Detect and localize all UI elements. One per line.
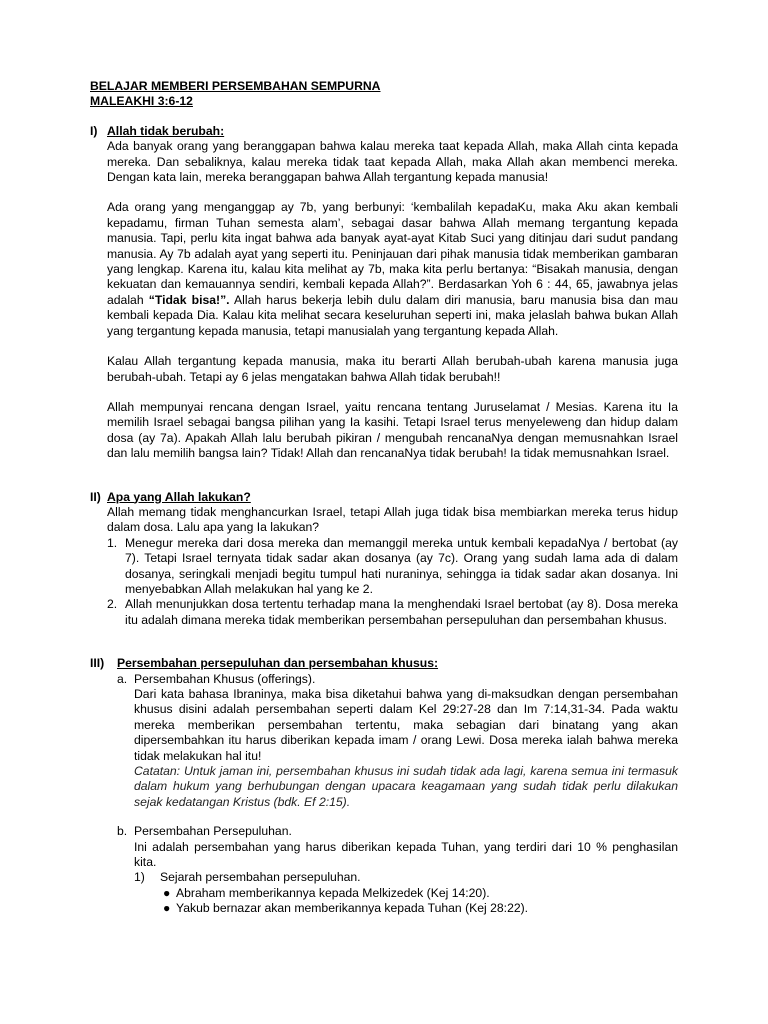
section-heading-3 [90,656,678,671]
section-title: Persembahan persepuluhan dan persembahan khusus: [117,656,439,671]
document-page [90,79,678,917]
emphasis-text: “Tidak bisa!”. [148,292,230,307]
list-item [107,536,678,598]
list-item-text: Allah menunjukkan dosa tertentu terhadap mana Ia menghendaki Israel bertobat (ay 8). Dosa mereka itu adalah dimana mereka tidak memberikan persembahan persepuluhan dan persembahan khusus. [125,597,678,627]
paragraph: Ada banyak orang yang beranggapan bahwa kalau mereka taat kepada Allah, maka Allah cinta kepada mereka. Dan sebaliknya, kalau mereka tidak taat kepada Allah, maka Allah akan membenci mereka. Dengan kata lain, mereka beranggapan bahwa Allah tergantung kepada manusia! [107,139,678,185]
subsection-title: Sejarah persembahan persepuluhan. [160,870,361,885]
list-item-text: Yakub bernazar akan memberikannya kepada Tuhan (Kej 28:22). [176,901,529,916]
subsection-b [117,824,678,916]
section-body-1 [107,139,678,461]
section-heading-1 [90,124,678,139]
paragraph: Allah memang tidak menghancurkan Israel, tetapi Allah juga tidak bisa membiarkan mereka terus hidup dalam dosa. Lalu apa yang Ia lakukan? [107,504,678,535]
paragraph: Dari kata bahasa Ibraninya, maka bisa diketahui bahwa yang di-maksudkan dengan persembahan khusus disini adalah persembahan seperti dalam Kel 29:27-28 dan Im 7:14,31-34. Pada waktu mereka memberikan persembahan tertentu, maka sebagian dari binatang yang akan dipersembahkan itu harus diberikan kepada imam / orang Lewi. Dosa mereka ialah bahwa mereka tidak melakukan hal itu! [134,687,678,763]
subsection-title: Persembahan Khusus (offerings). [134,671,316,686]
paragraph: Allah mempunyai rencana dengan Israel, yaitu rencana tentang Juruselamat / Mesias. Karena itu Ia memilih Israel sebagai bangsa pilihan yang Ia kasihi. Tetapi Israel terus menyeleweng dan hidup dalam dosa (ay 7a). Apakah Allah lalu berubah pikiran / mengubah rencanaNya dengan memusnahkan Israel dan lalu memilih bangsa lain? Tidak! Allah dan rencanaNya tidak berubah! Ia tidak memusnahkan Israel. [107,399,678,461]
bullet-icon: ● [163,901,171,916]
list-item [160,901,678,916]
list-item [160,886,678,901]
subsection-title: Persembahan Persepuluhan. [134,824,292,839]
document-subtitle: MALEAKHI 3:6-12 [90,94,193,109]
list-marker: 1) [134,870,145,885]
list-item-text: Menegur mereka dari dosa mereka dan memanggil mereka untuk kembali kepadaNya / bertobat (ay 7). Tetapi Israel ternyata tidak sadar akan dosanya (ay 7c). Orang yang sudah lama ada di dalam dosanya, seringkali menjadi begitu tumpul hati nuraninya, sehingga ia tidak sadar akan dosanya. Ini menyebabkan Allah melakukan hal yang ke 2. [125,535,678,596]
section-number: III) [90,656,105,671]
subsection-a [117,672,678,811]
document-title: BELAJAR MEMBERI PERSEMBAHAN SEMPURNA [90,79,381,93]
bullet-icon: ● [163,885,171,900]
list-item-text: Abraham memberikannya kepada Melkizedek (Kej 14:20). [176,885,490,900]
note-text: Catatan: Untuk jaman ini, persembahan khusus ini sudah tidak ada lagi, karena semua ini termasuk dalam hukum yang berhubungan dengan upacara keagamaan yang sudah tidak perlu dilakukan sejak kedatangan Kristus (bdk. Ef 2:15). [134,764,678,809]
paragraph-text: Allah harus bekerja lebih dulu dalam diri manusia, baru manusia bisa dan mau kembali kepada Dia. Kalau kita melihat secara keseluruhan seperti ini, maka jelaslah bahwa bukan Allah yang tergantung kepada manusia, tetapi manusialah yang tergantung kepada Allah. [107,292,678,338]
list-item [107,597,678,628]
section-title: Apa yang Allah lakukan? [107,489,251,504]
section-body-2 [107,505,678,628]
paragraph: Kalau Allah tergantung kepada manusia, maka itu berarti Allah berubah-ubah karena manusia juga berubah-ubah. Tetapi ay 6 jelas mengatakan bahwa Allah tidak berubah!! [107,354,678,384]
paragraph [107,200,678,339]
paragraph-text: Ada orang yang menganggap ay 7b, yang berbunyi: ‘kembalilah kepadaKu, maka Aku akan kembali kepadamu, firman Tuhan semesta alam’, sebagai dasar bahwa Allah memang tergantung kepada manusia. Tapi, perlu kita ingat bahwa ada banyak ayat-ayat Kitab Suci yang ditinjau dari sudut pandang manusia. Ay 7b adalah ayat yang seperti itu. Peninjauan dari pihak manusia tidak memberikan gambaran yang lengkap. Karena itu, kalau kita melihat ay 7b, maka kita perlu bertanya: “Bisakah manusia, dengan kekuatan dan kemauannya sendiri, kembali kepada Allah?”. Berdasarkan Yoh 6 : 44, 65, jawabnya jelas adalah [107,200,678,307]
section-body-3 [117,672,678,917]
paragraph: Ini adalah persembahan yang harus diberikan kepada Tuhan, yang terdiri dari 10 % penghasilan kita. [134,839,678,870]
subsection-marker: b. [117,824,128,839]
section-number: II) [90,489,101,504]
list-marker: 1. [107,535,118,550]
numbered-subsection [134,870,678,916]
bullet-list [160,886,678,917]
numbered-list [107,536,678,628]
section-title: Allah tidak berubah: [107,123,225,138]
list-marker: 2. [107,597,118,612]
section-heading-2 [90,490,678,505]
subsection-marker: a. [117,671,128,686]
section-number: I) [90,123,98,138]
